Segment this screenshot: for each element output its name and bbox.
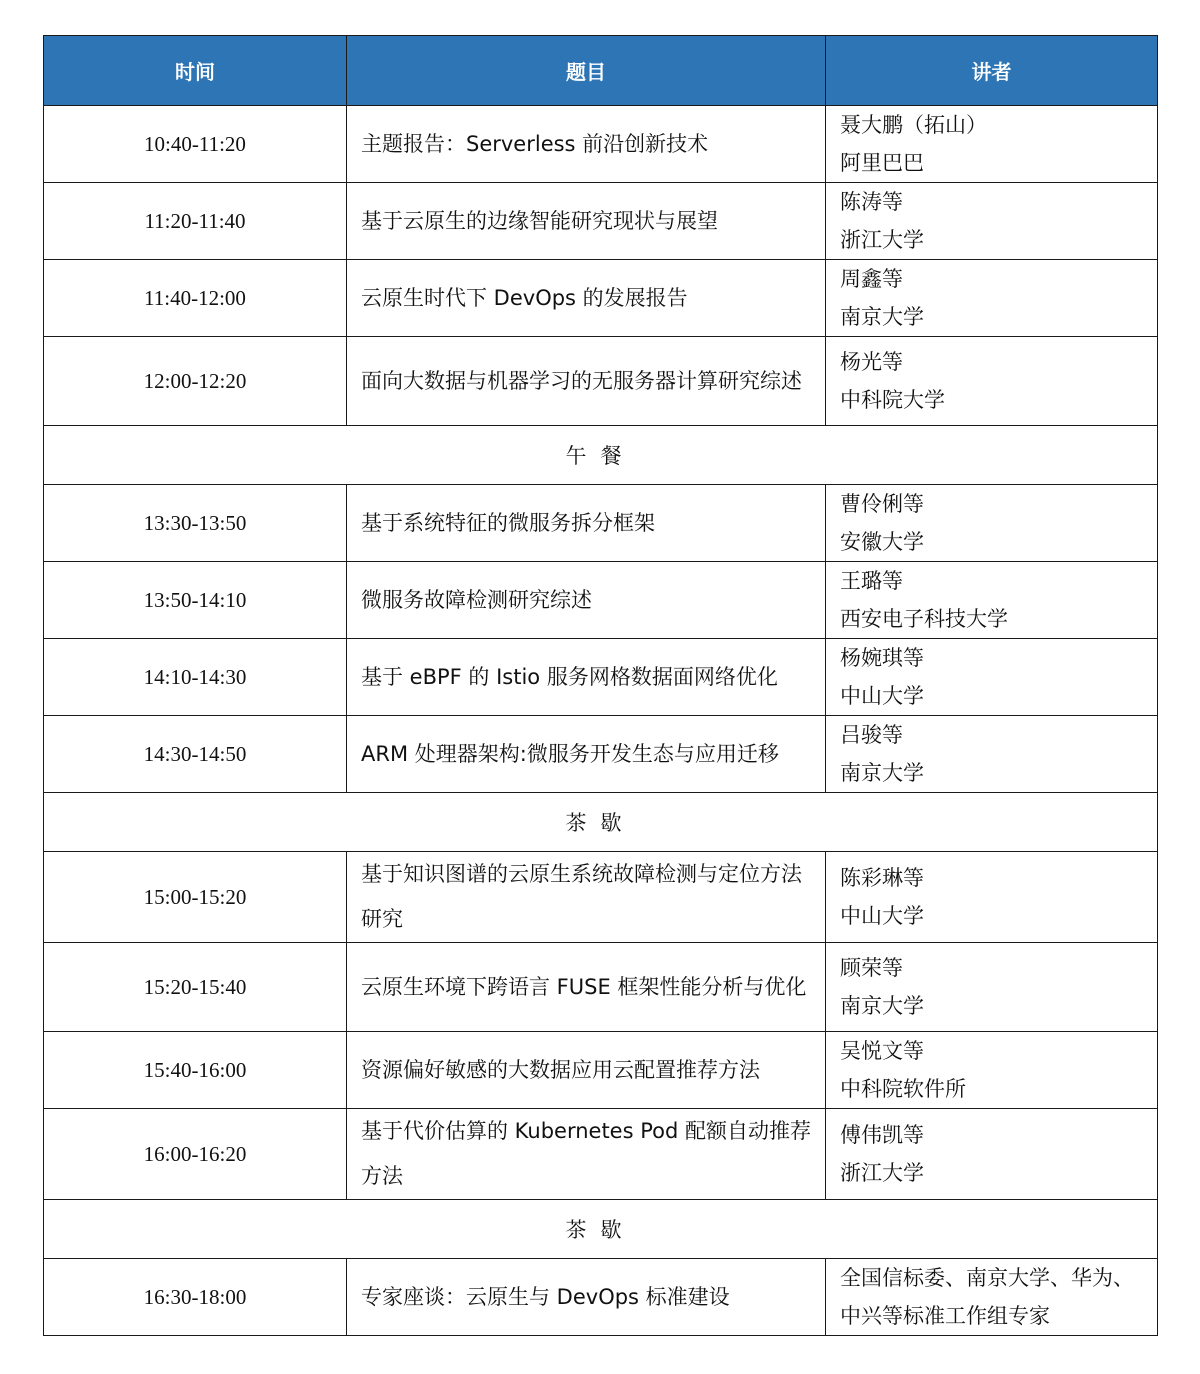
table-row	[44, 1032, 1158, 1109]
session-topic: 云原生环境下跨语言 FUSE 框架性能分析与优化	[347, 943, 826, 1032]
speaker-name: 吴悦文等	[840, 1039, 924, 1063]
speaker-affiliation: 中兴等标准工作组专家	[840, 1304, 1050, 1328]
session-topic: 基于云原生的边缘智能研究现状与展望	[347, 183, 826, 260]
session-speaker	[826, 943, 1158, 1032]
session-topic: 面向大数据与机器学习的无服务器计算研究综述	[347, 337, 826, 426]
session-time: 11:40-12:00	[44, 260, 347, 337]
table-row	[44, 1109, 1158, 1200]
session-speaker	[826, 106, 1158, 183]
header-row	[44, 36, 1158, 106]
table-row	[44, 852, 1158, 943]
session-time: 15:40-16:00	[44, 1032, 347, 1109]
table-row	[44, 562, 1158, 639]
table-row	[44, 183, 1158, 260]
session-time: 13:50-14:10	[44, 562, 347, 639]
session-topic: 基于 eBPF 的 Istio 服务网格数据面网络优化	[347, 639, 826, 716]
speaker-name: 全国信标委、南京大学、华为、	[840, 1266, 1134, 1290]
session-speaker	[826, 852, 1158, 943]
speaker-affiliation: 中科院大学	[840, 388, 945, 412]
table-row	[44, 106, 1158, 183]
break-label: 茶歇	[44, 793, 1158, 852]
session-time: 15:00-15:20	[44, 852, 347, 943]
speaker-name: 吕骏等	[840, 723, 903, 747]
session-time: 13:30-13:50	[44, 485, 347, 562]
speaker-affiliation: 西安电子科技大学	[840, 607, 1008, 631]
speaker-affiliation: 南京大学	[840, 994, 924, 1018]
table-row	[44, 639, 1158, 716]
schedule-table	[43, 35, 1158, 1336]
session-topic: 主题报告：Serverless 前沿创新技术	[347, 106, 826, 183]
speaker-affiliation: 阿里巴巴	[840, 151, 924, 175]
session-speaker	[826, 1032, 1158, 1109]
table-row	[44, 1259, 1158, 1336]
header-speaker: 讲者	[826, 36, 1158, 106]
speaker-name: 陈彩琳等	[840, 866, 924, 890]
speaker-affiliation: 中山大学	[840, 904, 924, 928]
session-topic: 基于知识图谱的云原生系统故障检测与定位方法研究	[347, 852, 826, 943]
speaker-name: 陈涛等	[840, 190, 903, 214]
session-time: 16:00-16:20	[44, 1109, 347, 1200]
speaker-name: 周鑫等	[840, 267, 903, 291]
session-topic: ARM 处理器架构:微服务开发生态与应用迁移	[347, 716, 826, 793]
session-topic: 微服务故障检测研究综述	[347, 562, 826, 639]
speaker-affiliation: 安徽大学	[840, 530, 924, 554]
session-topic: 专家座谈：云原生与 DevOps 标准建设	[347, 1259, 826, 1336]
speaker-affiliation: 南京大学	[840, 761, 924, 785]
session-speaker	[826, 639, 1158, 716]
header-time: 时间	[44, 36, 347, 106]
break-row	[44, 1200, 1158, 1259]
speaker-name: 聂大鹏（拓山）	[840, 113, 987, 137]
break-row	[44, 426, 1158, 485]
session-topic: 云原生时代下 DevOps 的发展报告	[347, 260, 826, 337]
session-speaker	[826, 485, 1158, 562]
session-speaker	[826, 1109, 1158, 1200]
session-speaker	[826, 562, 1158, 639]
break-label: 午餐	[44, 426, 1158, 485]
table-row	[44, 716, 1158, 793]
speaker-affiliation: 浙江大学	[840, 1161, 924, 1185]
session-speaker	[826, 337, 1158, 426]
session-time: 14:10-14:30	[44, 639, 347, 716]
header-topic: 题目	[347, 36, 826, 106]
speaker-name: 杨光等	[840, 350, 903, 374]
speaker-affiliation: 中科院软件所	[840, 1077, 966, 1101]
session-speaker	[826, 260, 1158, 337]
session-time: 11:20-11:40	[44, 183, 347, 260]
session-time: 14:30-14:50	[44, 716, 347, 793]
session-speaker	[826, 183, 1158, 260]
session-time: 12:00-12:20	[44, 337, 347, 426]
table-row	[44, 485, 1158, 562]
session-time: 15:20-15:40	[44, 943, 347, 1032]
session-topic: 基于系统特征的微服务拆分框架	[347, 485, 826, 562]
session-speaker	[826, 1259, 1158, 1336]
session-topic: 资源偏好敏感的大数据应用云配置推荐方法	[347, 1032, 826, 1109]
table-row	[44, 260, 1158, 337]
session-topic: 基于代价估算的 Kubernetes Pod 配额自动推荐方法	[347, 1109, 826, 1200]
speaker-name: 曹伶俐等	[840, 492, 924, 516]
table-row	[44, 943, 1158, 1032]
break-label: 茶歇	[44, 1200, 1158, 1259]
speaker-name: 傅伟凯等	[840, 1123, 924, 1147]
speaker-affiliation: 南京大学	[840, 305, 924, 329]
speaker-affiliation: 中山大学	[840, 684, 924, 708]
speaker-name: 王璐等	[840, 569, 903, 593]
session-time: 10:40-11:20	[44, 106, 347, 183]
speaker-name: 顾荣等	[840, 956, 903, 980]
session-time: 16:30-18:00	[44, 1259, 347, 1336]
table-row	[44, 337, 1158, 426]
break-row	[44, 793, 1158, 852]
speaker-affiliation: 浙江大学	[840, 228, 924, 252]
session-speaker	[826, 716, 1158, 793]
speaker-name: 杨婉琪等	[840, 646, 924, 670]
